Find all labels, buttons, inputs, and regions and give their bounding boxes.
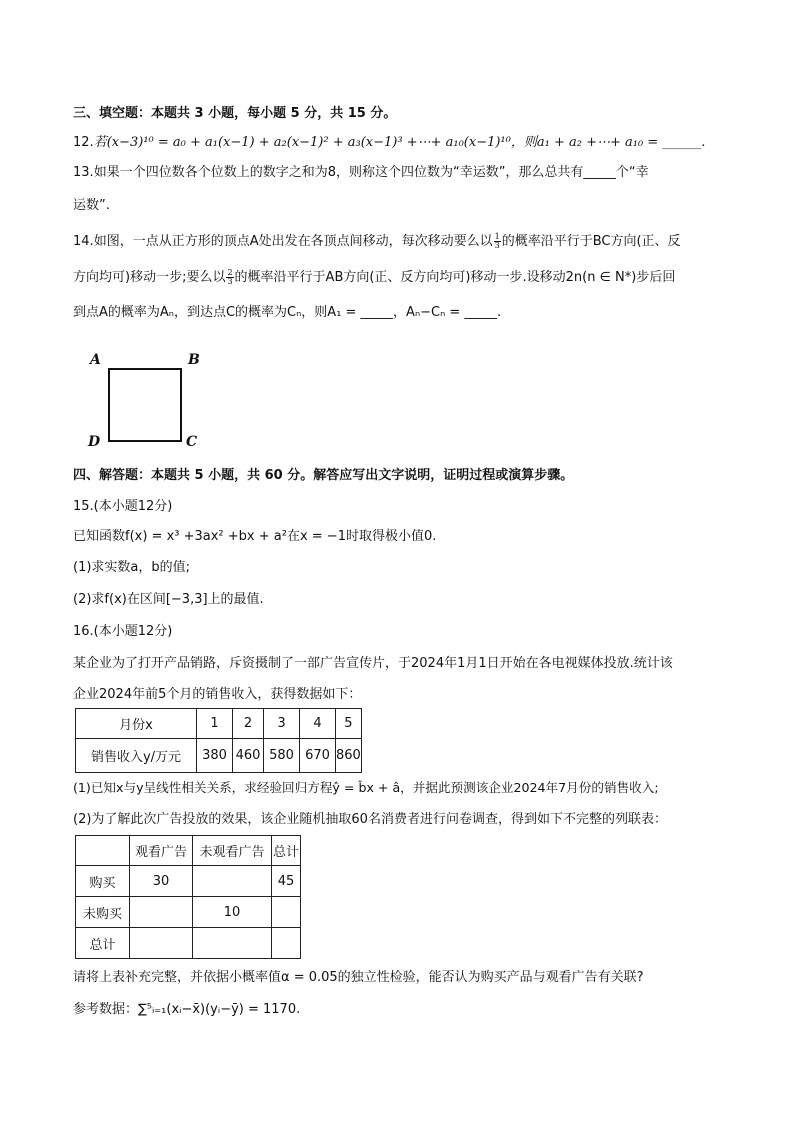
table-cell <box>76 836 130 866</box>
q14-text-2a: 方向均可)移动一步;要么以 <box>73 270 226 285</box>
q16-part2: (2)为了解此次广告投放的效果，该企业随机抽取60名消费者进行问卷调查，得到如下不完整的列联表： <box>73 812 667 827</box>
q14-line1 <box>73 232 681 252</box>
q14-text-2b: 的概率沿平行于AB方向(正、反方向均可)移动一步.设移动2n(n ∈ N*)步后回 <box>234 270 676 285</box>
table-cell: 670 <box>300 739 336 773</box>
table-cell: 3 <box>264 709 300 739</box>
q13-text-1: 如果一个四位数各个位数上的数字之和为8，则称这个四位数为“幸运数”，那么总共有_____个“幸 <box>93 165 649 180</box>
table-cell: 10 <box>193 897 272 928</box>
q13-line1 <box>73 163 649 183</box>
q13-line2: 运数”. <box>73 198 110 213</box>
q16-part1: (1)已知x与y呈线性相关关系，求经验回归方程ŷ = b̂x + â，并据此预测该企业2024年7月份的销售收入; <box>73 780 659 795</box>
q14-fraction-2: $\frac{2}{3}$ <box>227 268 233 286</box>
table-cell: 销售收入y/万元 <box>76 739 197 773</box>
q16-stem-1: 某企业为了打开产品销路，斥资摄制了一部广告宣传片，于2024年1月1日开始在各电视媒体投放.统计该 <box>73 656 673 671</box>
q15-part2: (2)求f(x)在区间[−3,3]上的最值. <box>73 592 264 607</box>
table-cell: 未购买 <box>76 897 130 928</box>
table-cell: 460 <box>233 739 264 773</box>
table-cell: 购买 <box>76 866 130 897</box>
q14-line2 <box>73 268 675 288</box>
q15-part1: (1)求实数a，b的值; <box>73 560 191 575</box>
q14-text-1b: 的概率沿平行于BC方向(正、反 <box>501 234 681 249</box>
table-cell: 总计 <box>76 928 130 959</box>
table-cell: 月份x <box>76 709 197 739</box>
table-cell: 860 <box>336 739 362 773</box>
table-cell: 2 <box>233 709 264 739</box>
q12-number: 12. <box>73 135 94 150</box>
square-figure <box>88 352 208 452</box>
sales-table <box>75 708 362 773</box>
vertex-d-label: D <box>88 434 101 450</box>
table-cell <box>130 928 193 959</box>
table-cell: 580 <box>264 739 300 773</box>
square-shape <box>108 368 182 442</box>
table-cell: 1 <box>197 709 233 739</box>
table-cell: 观看广告 <box>130 836 193 866</box>
q14-text-1a: 如图，一点从正方形的顶点A处出发在各顶点间移动，每次移动要么以 <box>93 234 493 249</box>
q14-number: 14. <box>73 234 94 249</box>
table-cell: 30 <box>130 866 193 897</box>
table-row <box>76 866 301 897</box>
q13-number: 13. <box>73 165 94 180</box>
vertex-b-label: B <box>188 352 200 368</box>
table-cell: 5 <box>336 709 362 739</box>
vertex-a-label: A <box>90 352 101 368</box>
section3-heading: 三、填空题：本题共 3 小题，每小题 5 分，共 15 分。 <box>73 106 397 121</box>
contingency-table <box>75 835 301 959</box>
table-cell: 未观看广告 <box>193 836 272 866</box>
q15-title: 15.(本小题12分) <box>73 499 173 514</box>
table-cell <box>272 928 301 959</box>
q16-title: 16.(本小题12分) <box>73 624 173 639</box>
table-cell <box>272 897 301 928</box>
table-cell: 总计 <box>272 836 301 866</box>
table-row <box>76 928 301 959</box>
table-cell <box>130 897 193 928</box>
q15-stem: 已知函数f(x) = x³ +3ax² +bx + a²在x = −1时取得极小值0. <box>73 529 437 544</box>
q14-fraction-1: $\frac{1}{3}$ <box>494 232 500 250</box>
q12-text: 若(x−3)¹⁰ = a₀ + a₁(x−1) + a₂(x−1)² + a₃(x−1)³ +⋯+ a₁₀(x−1)¹⁰，则a₁ + a₂ +⋯+ a₁₀ = ______. <box>93 135 706 150</box>
q16-reference-data: 参考数据：∑⁵ᵢ₌₁(xᵢ−x̄)(yᵢ−ȳ) = 1170. <box>73 1002 301 1017</box>
q14-line3: 到点A的概率为Aₙ，到达点C的概率为Cₙ，则A₁ = _____，Aₙ−Cₙ = _____. <box>73 305 502 320</box>
table-cell: 4 <box>300 709 336 739</box>
section4-heading: 四、解答题：本题共 5 小题，共 60 分。解答应写出文字说明，证明过程或演算步骤。 <box>73 468 574 483</box>
table-row <box>76 739 362 773</box>
table-row <box>76 836 301 866</box>
table-cell <box>193 866 272 897</box>
q12 <box>73 133 705 153</box>
table-row <box>76 709 362 739</box>
table-row <box>76 897 301 928</box>
table-cell: 380 <box>197 739 233 773</box>
table-cell: 45 <box>272 866 301 897</box>
q16-stem-2: 企业2024年前5个月的销售收入，获得数据如下： <box>73 687 362 702</box>
vertex-c-label: C <box>186 434 198 450</box>
table-cell <box>193 928 272 959</box>
q16-ask: 请将上表补充完整，并依据小概率值α = 0.05的独立性检验，能否认为购买产品与观看广告有关联? <box>73 970 644 985</box>
